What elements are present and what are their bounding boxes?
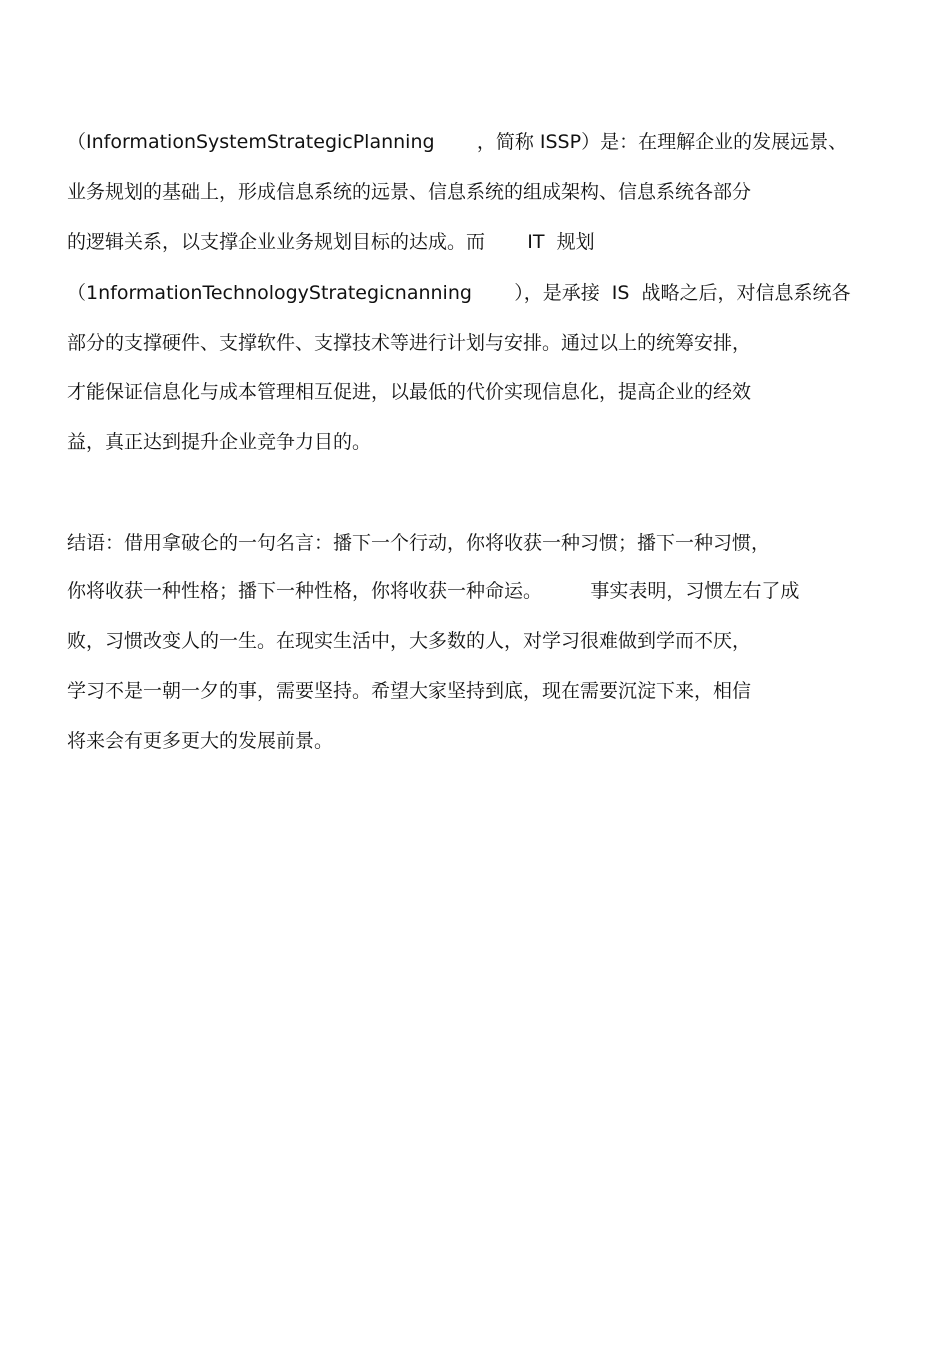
text-line: 才能保证信息化与成本管理相互促进，以最低的代价实现信息化，提高企业的经效 — [67, 381, 752, 403]
text-line: 败，习惯改变人的一生。在现实生活中，大多数的人，对学习很难做到学而不厌， — [67, 630, 752, 652]
text-line: 的逻辑关系，以支撑企业业务规划目标的达成。而 IT 规划 — [67, 231, 595, 253]
text-line: 学习不是一朝一夕的事，需要坚持。希望大家坚持到底，现在需要沉淀下来，相信 — [67, 680, 752, 702]
text-line: 部分的支撑硬件、支撑软件、支撑技术等进行计划与安排。通过以上的统筹安排， — [67, 332, 752, 354]
text-line: 益，真正达到提升企业竞争力目的。 — [67, 431, 372, 453]
text-line: （InformationSystemStrategicPlanning ，简称 ISSP）是：在理解企业的发展远景、 — [67, 131, 848, 153]
text-line: 结语：借用拿破仑的一句名言：播下一个行动，你将收获一种习惯；播下一种习惯， — [67, 532, 771, 554]
text-line: 将来会有更多更大的发展前景。 — [67, 730, 334, 752]
text-line: 业务规划的基础上，形成信息系统的远景、信息系统的组成架构、信息系统各部分 — [67, 181, 752, 203]
text-line: （1nformationTechnologyStrategicnanning ），是承接 IS 战略之后，对信息系统各 — [67, 282, 851, 304]
text-line: 你将收获一种性格；播下一种性格，你将收获一种命运。 事实表明，习惯左右了成 — [67, 580, 800, 602]
